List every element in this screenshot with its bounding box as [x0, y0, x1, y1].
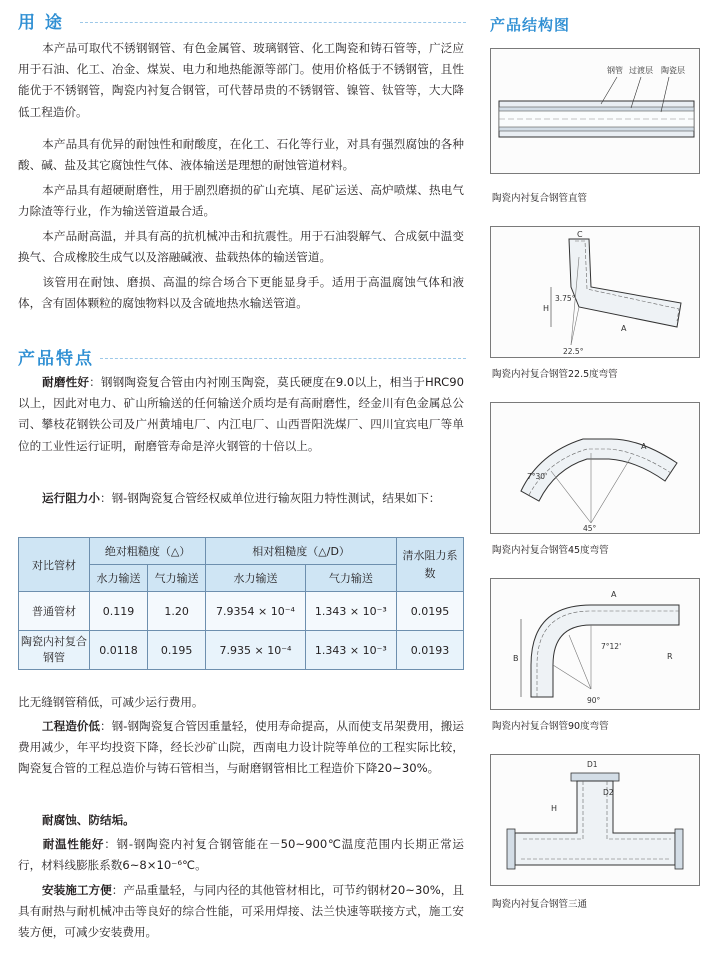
features-title-rule [100, 358, 466, 359]
usage-paragraph-4 [18, 226, 464, 268]
table-cell: 1.343 × 10⁻³ [305, 592, 396, 631]
caption-225: 陶瓷内衬复合钢管22.5度弯管 [492, 369, 618, 380]
tee-flange-right [675, 829, 683, 869]
straight-pipe-figure [490, 48, 700, 174]
usage-paragraph-4-text: 本产品耐高温，并具有高的抗机械冲击和抗震性。用于石油裂解气、合成氨中温变换气、合成橡胶生成气以及溶融碱液、盐载热体的输送管道。 [18, 229, 464, 265]
dim-a: A [641, 442, 647, 451]
table-cell: 0.195 [148, 631, 206, 670]
feature-install-text: ：产品重量轻，与同内径的其他管材相比，可节约钢材20~30%，且具有耐热与耐机械冲击等良好的综合性能，可采用焊接、法兰快速等联接方式，施工安装方便，可减少安装费用。 [18, 883, 464, 940]
dim-712: 7°12' [601, 642, 622, 651]
tee-drawing [491, 755, 699, 885]
table-header-pipe: 对比管材 [19, 538, 90, 592]
table-header-row [19, 538, 464, 565]
table-subheader-water-1: 水力输送 [90, 565, 148, 592]
usage-paragraph-3 [18, 180, 464, 222]
usage-paragraph-1 [18, 38, 464, 123]
resistance-table [18, 537, 464, 670]
table-subheader-water-2: 水力输送 [206, 565, 306, 592]
tee-flange-top [571, 773, 619, 781]
dim-d2: D2 [603, 788, 614, 797]
dim-r: R [667, 652, 673, 661]
elbow-225-drawing [491, 227, 699, 357]
caption-90: 陶瓷内衬复合钢管90度弯管 [492, 721, 609, 732]
feature-temp-text: ：钢-钢陶瓷内衬复合钢管能在－50~900℃温度范围内长期正常运行，材料线膨胀系数6~8×10⁻⁶℃。 [18, 837, 464, 873]
caption-straight: 陶瓷内衬复合钢管直管 [492, 193, 588, 204]
dim-730: 7°30' [527, 472, 548, 481]
elbow-45-figure [490, 402, 700, 534]
label-transition: 过渡层 [629, 66, 653, 75]
usage-paragraph-5-text: 该管用在耐蚀、磨损、高温的综合场合下更能显身手。适用于高温腐蚀气体和液体，含有固体颗粒的腐蚀物料以及含硫地热水输送管道。 [18, 275, 464, 311]
dim-d1: D1 [587, 760, 598, 769]
feature-cost-text: ：钢-钢陶瓷复合管因重量轻，使用寿命提高，从而使支吊架费用，搬运费用减少，年平均投资下降，经长沙矿山院，西南电力设计院等单位的工程实际比较，陶瓷复合管的工程总造价与铸石管相当，与耐磨钢管相比工程造价下降20~30%。 [18, 719, 464, 776]
leader-steel [601, 77, 617, 104]
straight-pipe-drawing [491, 49, 699, 173]
feature-corrosion-label: 耐腐蚀、防结垢。 [42, 813, 135, 827]
elbow-body [569, 239, 681, 327]
elbow-radius-line-2 [571, 307, 579, 345]
features-title: 产品特点 [18, 349, 94, 369]
radius-line [553, 665, 591, 689]
usage-paragraph-3-text: 本产品具有超硬耐磨性，用于剧烈磨损的矿山充填、尾矿运送、高炉喷煤、热电气力除渣等行业，作为输送管道最合适。 [18, 183, 464, 219]
usage-title: 用 途 [18, 13, 64, 33]
table-cell: 1.20 [148, 592, 206, 631]
radius-line-3 [591, 457, 631, 523]
right-column [480, 0, 710, 957]
table-cell: 7.9354 × 10⁻⁴ [206, 592, 306, 631]
feature-install-label: 安装施工方便 [42, 883, 112, 897]
label-ceramic: 陶瓷层 [661, 66, 685, 75]
dim-90: 90° [587, 696, 601, 705]
dim-225: 22.5° [563, 347, 584, 356]
table-cell: 7.935 × 10⁻⁴ [206, 631, 306, 670]
feature-resist-label: 运行阻力小 [42, 491, 100, 505]
table-header-water-coef: 清水阻力系数 [397, 538, 464, 592]
feature-temp [18, 834, 464, 876]
tee-body [515, 781, 675, 865]
feature-temp-label: 耐温性能好 [42, 837, 105, 851]
table-header-abs-rough: 绝对粗糙度（△） [90, 538, 206, 565]
table-cell-name: 普通管材 [19, 592, 90, 631]
usage-paragraph-5 [18, 272, 464, 314]
table-cell: 0.0193 [397, 631, 464, 670]
elbow-90-figure [490, 578, 700, 710]
elbow-45-drawing [491, 403, 699, 533]
feature-corrosion [18, 810, 464, 831]
label-steel: 钢管 [607, 66, 623, 75]
dim-375: 3.75° [555, 294, 576, 303]
caption-45: 陶瓷内衬复合钢管45度弯管 [492, 545, 609, 556]
table-header-rel-rough: 相对粗糙度（△/D） [206, 538, 397, 565]
structure-title: 产品结构图 [490, 16, 571, 34]
table-row [19, 592, 464, 631]
usage-paragraph-2 [18, 134, 464, 176]
dim-a: A [611, 590, 617, 599]
elbow-90-drawing [491, 579, 699, 709]
table-row [19, 631, 464, 670]
feature-wear [18, 372, 464, 457]
table-cell: 1.343 × 10⁻³ [305, 631, 396, 670]
table-subheader-air-2: 气力输送 [305, 565, 396, 592]
dim-c: C [577, 230, 583, 239]
dim-a: A [621, 324, 627, 333]
tee-figure [490, 754, 700, 886]
feature-install [18, 880, 464, 944]
tee-flange-left [507, 829, 515, 869]
table-cell: 0.119 [90, 592, 148, 631]
radius-line-2 [569, 635, 591, 689]
dim-45: 45° [583, 524, 597, 533]
table-subheader-air-1: 气力输送 [148, 565, 206, 592]
feature-wear-label: 耐磨性好 [42, 375, 90, 389]
after-table-text: 比无缝钢管稍低，可减少运行费用。 [18, 695, 204, 709]
dim-b: B [513, 654, 519, 663]
elbow-225-figure [490, 226, 700, 358]
table-cell: 0.0118 [90, 631, 148, 670]
radius-line [551, 471, 591, 523]
dim-h: H [543, 304, 550, 313]
elbow-body [521, 439, 677, 501]
usage-paragraph-1-text: 本产品可取代不锈钢钢管、有色金属管、玻璃钢管、化工陶瓷和铸石管等，广泛应用于石油、化工、冶金、煤炭、电力和地热能源等部门。使用价格低于不锈钢管，且性能优于不锈钢管，陶瓷内衬复合钢管，可代替昂贵的不锈钢管、镍管、钛管等，大大降低工程造价。 [18, 41, 464, 119]
dim-h: H [551, 804, 558, 813]
table-cell-name: 陶瓷内衬复合钢管 [19, 631, 90, 670]
feature-cost-label: 工程造价低 [42, 719, 101, 733]
caption-tee: 陶瓷内衬复合钢管三通 [492, 899, 588, 910]
elbow-body [531, 605, 679, 697]
feature-cost [18, 716, 464, 780]
feature-resist [18, 488, 464, 509]
usage-title-rule [80, 22, 466, 23]
feature-resist-text: ：钢-钢陶瓷复合管经权威单位进行输灰阻力特性测试，结果如下： [99, 491, 441, 505]
usage-paragraph-2-text: 本产品具有优异的耐蚀性和耐酸度，在化工、石化等行业，对具有强烈腐蚀的各种酸、碱、盐及其它腐蚀性气体、液体输送是理想的耐蚀管道材料。 [18, 137, 464, 173]
feature-wear-text: ：钢钢陶瓷复合管由内衬刚玉陶瓷，莫氏硬度在9.0以上，相当于HRC90以上，因此对电力、矿山所输送的任何输送介质均是有高耐磨性，经金川有色金属总公司、攀枝花钢铁公司及广州黄埔电厂、内江电厂、山西晋阳洗煤厂、四川宜宾电厂等单位的工业性运行证明，耐磨管寿命是淬火钢管的十倍以上。 [18, 375, 464, 453]
table-cell: 0.0195 [397, 592, 464, 631]
